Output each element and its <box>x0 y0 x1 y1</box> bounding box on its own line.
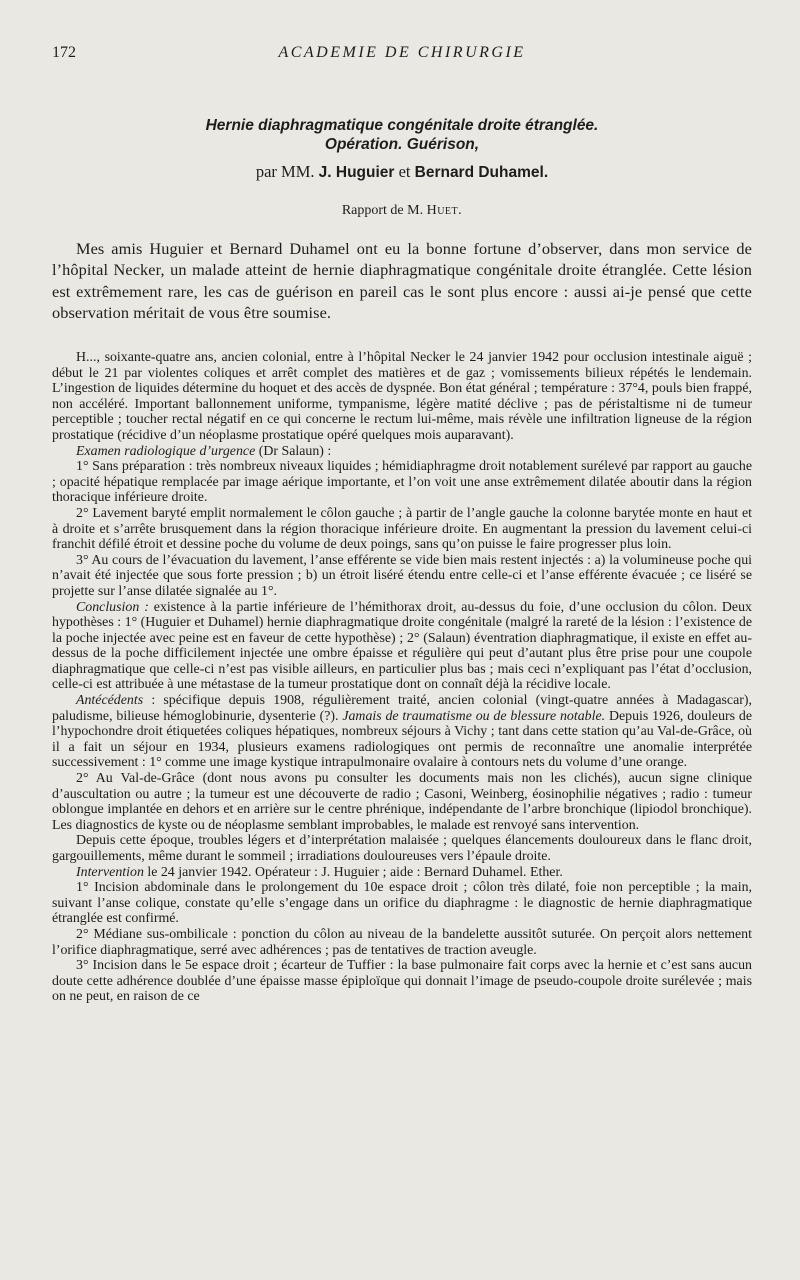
article-title-line-1: Hernie diaphragmatique congénitale droite étranglée. <box>205 117 599 134</box>
report-line <box>52 203 752 219</box>
antecedents-emphasis: Jamais de traumatisme ou de blessure notable. <box>342 708 606 724</box>
author-duhamel: Bernard Duhamel. <box>414 164 549 181</box>
operation-step-1: 1° Incision abdominale dans le prolongement du 10e espace droit ; côlon très dilaté, foie non perceptible ; la main, suivant l’anse colique, constate qu’elle s’engage dans un orifice du diaphragme : le diagnostic de hernie diaphragmatique étranglée est confirmé. <box>52 880 752 927</box>
exam-heading-paragraph <box>52 444 752 460</box>
report-author: Huet. <box>426 203 463 218</box>
exam-1-paragraph: 1° Sans préparation : très nombreux niveaux liquides ; hémidiaphragme droit notablement surélevé par rapport au gauche ; opacité hépatique remplacée par image aérique importante, et l’on voit une anse extrêmement dilatée aboutir dans la région thoracique inférieure droite. <box>52 459 752 506</box>
article-title-line-2: Opération. Guérison, <box>324 136 480 153</box>
article-authors <box>52 162 752 182</box>
page-number: 172 <box>52 44 76 61</box>
case-report-body <box>52 350 752 1005</box>
exam-3-paragraph: 3° Au cours de l’évacuation du lavement, l’anse efférente se vide bien mais restent injectés : a) la volumineuse poche qui n’avait été injectée que sous forte pression ; b) un étroit liséré étendu entre celle-ci et l’anse efférente évacuée ; ce liséré se projette sur l’anse dilatée signalée au 1°. <box>52 552 752 599</box>
exam-label: Examen radiologique d’urgence <box>76 443 256 459</box>
intervention-label: Intervention <box>76 864 144 880</box>
operation-step-3: 3° Incision dans le 5e espace droit ; écarteur de Tuffier : la base pulmonaire fait corps avec la hernie et c’est sans aucun doute cette adhérence doublée d’une épaisse masse épiploïque qui donnait l’image de pseudo-coupole droite surélevée ; mais on ne peut, en raison de ce <box>52 958 752 1005</box>
intro-section <box>52 238 752 324</box>
since-paragraph: Depuis cette époque, troubles légers et d’interprétation malaisée ; quelques élancements douloureux dans le flanc droit, gargouillements, même durant le sommeil ; irradiations douloureuses vers l’épaule droite. <box>52 833 752 864</box>
case-paragraph: H..., soixante-quatre ans, ancien colonial, entre à l’hôpital Necker le 24 janvier 1942 pour occlusion intestinale aiguë ; début le 21 par violentes coliques et arrêt complet des matières et de gaz ; vomissements bilieux répétés le lendemain. L’ingestion de liquides détermine du hoquet et des accès de dyspnée. Bon état général ; température : 37°4, pouls bien frappé, non accéléré. Important ballonnement uniforme, tympanisme, légère matité déclive ; pas de péristaltisme ni de tumeur perceptible ; toucher rectal négatif en ce qui concerne le rectum lui-même, mais révèle une infiltration ligneuse de la région prostatique (récidive d’un néoplasme prostatique opéré quelques mois auparavant). <box>52 350 752 443</box>
conclusion-paragraph <box>52 600 752 694</box>
report-prefix: Rapport de M. <box>341 203 424 218</box>
intervention-paragraph <box>52 865 752 881</box>
exam-heading-rest: (Dr Salaun) : <box>255 443 332 459</box>
journal-title: ACADEMIE DE CHIRURGIE <box>278 44 526 61</box>
intro-paragraph: Mes amis Huguier et Bernard Duhamel ont eu la bonne fortune d’observer, dans mon service de l’hôpital Necker, un malade atteint de hernie diaphragmatique congénitale droite étranglée. Cette lésion est extrêmement rare, les cas de guérison en pareil cas le sont plus encore : aussi ai-je pensé que cette observation méritait de vous être soumise. <box>52 239 752 323</box>
conclusion-text: existence à la partie inférieure de l’hémithorax droit, au-dessus du foie, d’une occlusion du côlon. Deux hypothèses : 1° (Huguier et Duhamel) hernie diaphragmatique droite congénitale (malgré la rareté de la lésion : l’existence de la poche injectée avec peine est en faveur de cette hypothèse) ; 2° (Salaun) éventration diaphragmatique, il existe en effet au-dessus de la poche difficilement injectée une ombre épaisse et régulière qui peut d’autant plus être prise pour une coupole diaphragmatique que celle-ci n’est pas visible ailleurs, en particulier plus bas ; mais ceci n’expliquant pas l’état d’occlusion, celle-ci est attribuée à une métastase de la tumeur prostatique dont on connaît déjà la récidive locale. <box>52 599 752 693</box>
running-header <box>52 44 752 66</box>
val-de-grace-paragraph: 2° Au Val-de-Grâce (dont nous avons pu consulter les documents mais non les clichés), aucun signe clinique d’auscultation ou autre ; la tumeur est une découverte de radio ; Casoni, Weinberg, éosinophilie négatives ; radio : tumeur oblongue implantée en dehors et en arrière sur le centre phrénique, indépendante de l’arbre bronchique (lipiodol bronchique). Les diagnostics de kyste ou de néoplasme semblant improbables, le malade est renvoyé sans intervention. <box>52 771 752 833</box>
authors-prefix: par MM. <box>255 162 315 181</box>
antecedents-label: Antécédents <box>76 693 144 709</box>
authors-conjunction: et <box>398 162 411 181</box>
conclusion-label: Conclusion : <box>76 599 149 615</box>
article-title <box>52 116 752 154</box>
exam-2-paragraph: 2° Lavement baryté emplit normalement le côlon gauche ; à partir de l’angle gauche la colonne barytée monte en haut et à droite et s’arrête brusquement dans la région thoracique inférieure droite. En augmentant la pression du lavement celui-ci franchit défilé étroit et dessine poche du volume de deux poings, sans qu’on puisse le faire progresser plus loin. <box>52 505 752 553</box>
author-huguier: J. Huguier <box>318 164 395 181</box>
intervention-text: le 24 janvier 1942. Opérateur : J. Huguier ; aide : Bernard Duhamel. Ether. <box>143 864 563 880</box>
antecedents-text-b: Depuis 1926, douleurs de l’hypochondre droit étiquetées coliques hépatiques, nombreux séjours à Vichy ; tant dans cette station qu’au Val-de-Grâce, où il a fait un séjour en 1934, plusieurs examens radiologiques ont permis de reconnaître une anomalie interprétée successivement : 1° comme une image kystique intrapulmonaire ovalaire à contours nets du volume d’une orange. <box>52 708 752 771</box>
antecedents-text-a: : spécifique depuis 1908, régulièrement traité, ancien colonial (vingt-quatre années à Madagascar), paludisme, bilieuse hémoglobinurie, dysenterie (?). <box>52 693 752 724</box>
operation-step-2: 2° Médiane sus-ombilicale : ponction du côlon au niveau de la bandelette aussitôt suturée. On perçoit alors nettement l’orifice diaphragmatique, serré avec adhérences ; pas de tentatives de traction aveugle. <box>52 926 752 958</box>
antecedents-paragraph <box>52 693 752 771</box>
